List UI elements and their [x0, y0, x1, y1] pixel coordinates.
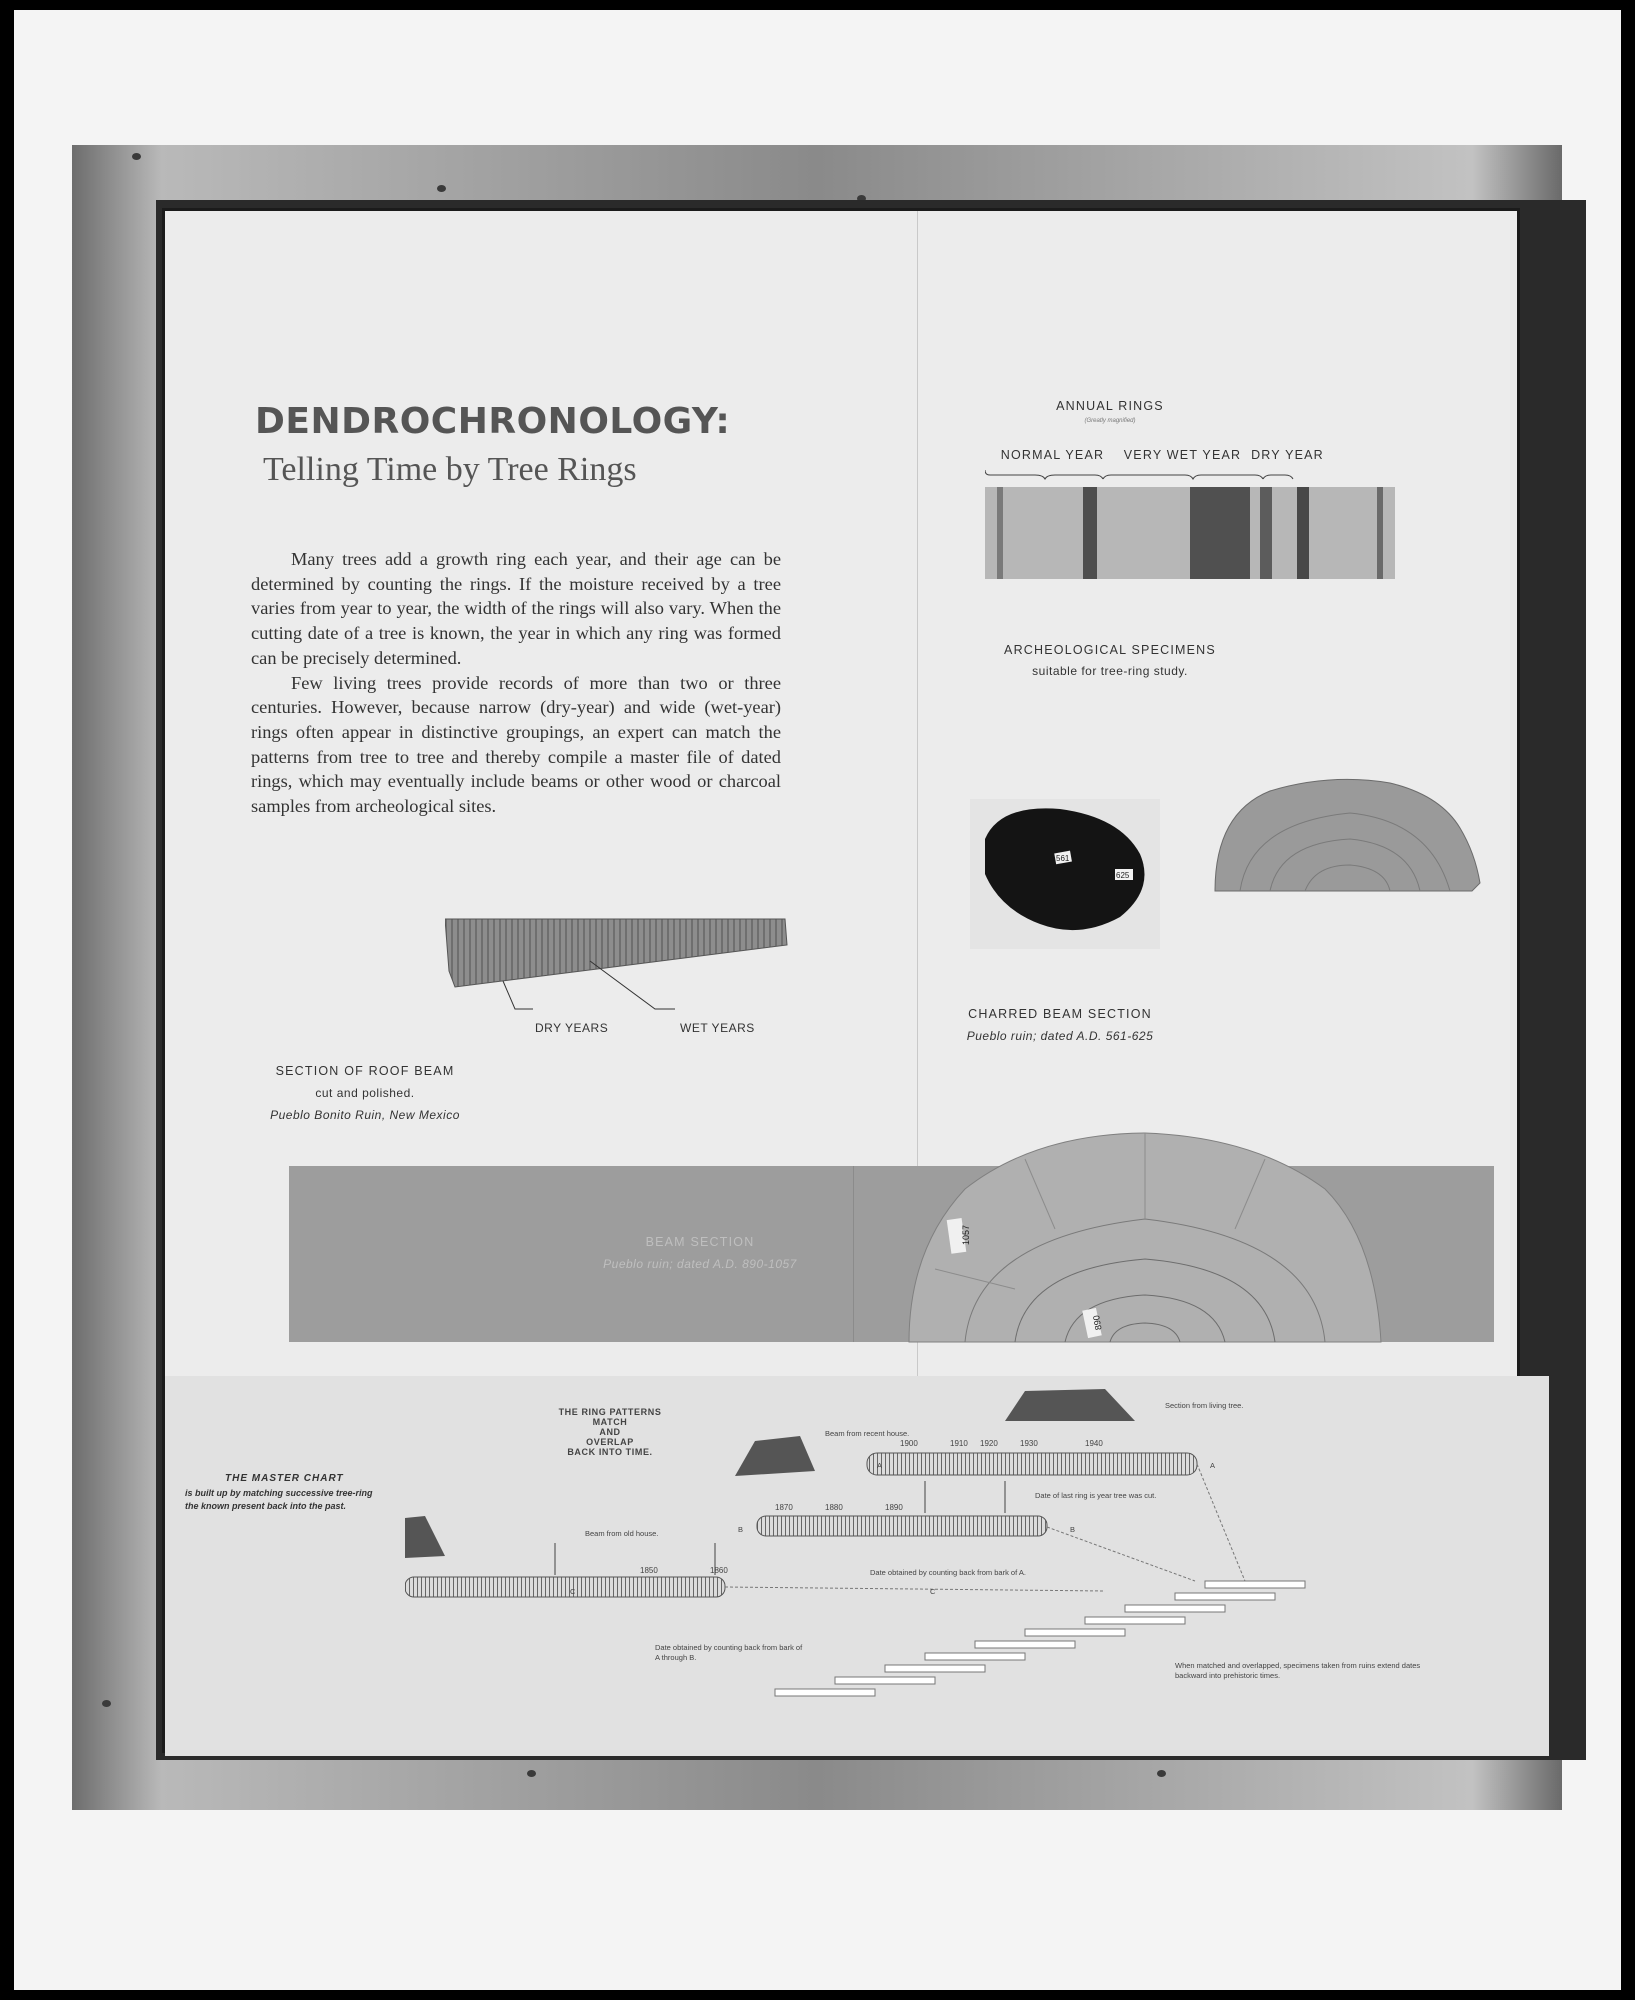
page-subtitle: Telling Time by Tree Rings [263, 451, 637, 488]
annual-rings-title: ANNUAL RINGS [1056, 399, 1164, 413]
beam-letter-b: B [738, 1525, 744, 1534]
wet-years-label: WET YEARS [680, 1021, 755, 1035]
year-label: 1860 [710, 1566, 728, 1575]
year-label: 1890 [885, 1503, 903, 1512]
beam-letter-c: C [930, 1587, 936, 1596]
counting-note: Date obtained by counting back from bark of A. [870, 1568, 1026, 1577]
ring-patterns-line: OVERLAP [586, 1437, 634, 1447]
band-divider [853, 1166, 854, 1342]
charred-subtitle: Pueblo ruin; dated A.D. 561-625 [966, 1029, 1154, 1043]
master-chart-desc-2: the known present back into the past. [185, 1501, 347, 1511]
living-tree-note: Section from living tree. [1165, 1401, 1244, 1410]
ring-patterns-line: AND [599, 1427, 621, 1437]
beam-section-title: BEAM SECTION [645, 1235, 755, 1249]
master-chart-title: THE MASTER CHART [225, 1473, 344, 1484]
beam-letter-a: A [877, 1461, 883, 1470]
master-chart-diagram [405, 1381, 1515, 1751]
year-label: 1940 [1085, 1439, 1103, 1448]
year-label: 1850 [640, 1566, 658, 1575]
normal-year-label: NORMAL YEAR [1000, 448, 1105, 462]
old-house-beam-icon [405, 1516, 445, 1561]
dry-year-label: DRY YEAR [1251, 448, 1324, 462]
specimens-subtitle: suitable for tree-ring study. [1032, 664, 1188, 678]
living-tree-stump-icon [1005, 1389, 1135, 1421]
intro-text [251, 547, 781, 819]
counting-note-2: Date obtained by counting back from bark of [655, 1643, 803, 1652]
charred-tag-b: 625 [1116, 871, 1130, 880]
charred-tag-a: 561 [1056, 854, 1070, 863]
beam-letter-b: B [1070, 1525, 1076, 1534]
page-title: DENDROCHRONOLOGY: [255, 401, 731, 442]
counting-note-3: A through B. [655, 1653, 697, 1662]
screw-icon [102, 1700, 111, 1707]
overlap-note: When matched and overlapped, specimens taken from ruins extend dates backward into prehistoric times. [1175, 1661, 1421, 1680]
beam-section-image [905, 1129, 1385, 1344]
old-house-note: Beam from old house. [585, 1529, 659, 1538]
roof-beam-image [445, 911, 845, 1031]
screw-icon [527, 1770, 536, 1777]
dry-years-label: DRY YEARS [535, 1021, 609, 1035]
wet-year-label: VERY WET YEAR [1123, 448, 1242, 462]
charred-title: CHARRED BEAM SECTION [968, 1007, 1152, 1021]
beam-letter-a: A [1210, 1461, 1216, 1470]
year-label: 1930 [1020, 1439, 1038, 1448]
year-label: 1920 [980, 1439, 998, 1448]
ring-patterns-line: BACK INTO TIME. [567, 1447, 653, 1457]
annual-rings-image [985, 465, 1405, 585]
recent-house-beam-icon [735, 1436, 815, 1476]
year-label: 1870 [775, 1503, 793, 1512]
ring-patterns-line: MATCH [592, 1417, 628, 1427]
roof-beam-line2: cut and polished. [315, 1086, 415, 1100]
roof-beam-line3: Pueblo Bonito Ruin, New Mexico [270, 1108, 460, 1122]
beam-section-subtitle: Pueblo ruin; dated A.D. 890-1057 [603, 1257, 797, 1271]
beam-tag-b: 890 [1091, 1314, 1104, 1331]
beam-letter-c: C [570, 1587, 576, 1596]
master-chart-desc-1: is built up by matching successive tree-ring [185, 1488, 373, 1498]
intro-paragraph-2: Few living trees provide records of more than two or three centuries. However, because narrow (dry-year) and wide (wet-year) rings often appear in distinctive groupings, an expert can match the patterns from tree to tree and thereby compile a master file of dated rings, which may eventually include beams or other wood or charcoal samples from archeological sites. [251, 672, 781, 817]
recent-house-note: Beam from recent house. [825, 1429, 910, 1438]
screw-icon [1157, 1770, 1166, 1777]
exhibit-panel [162, 208, 1520, 1753]
roof-beam-title: SECTION OF ROOF BEAM [275, 1064, 455, 1078]
last-ring-note: Date of last ring is year tree was cut. [1035, 1491, 1157, 1500]
year-label: 1880 [825, 1503, 843, 1512]
specimens-title: ARCHEOLOGICAL SPECIMENS [1004, 643, 1216, 657]
screw-icon [132, 153, 141, 160]
year-label: 1910 [950, 1439, 968, 1448]
screw-icon [437, 185, 446, 192]
year-label: 1900 [900, 1439, 918, 1448]
annual-rings-note: (Greatly magnified) [1084, 418, 1136, 424]
half-round-specimen-image [1210, 773, 1490, 903]
ring-patterns-line: THE RING PATTERNS [558, 1407, 662, 1417]
beam-tag-a: 1057 [961, 1224, 971, 1245]
charred-beam-image [970, 799, 1160, 949]
intro-paragraph-1: Many trees add a growth ring each year, and their age can be determined by counting the rings. If the moisture received by a tree varies from year to year, the width of the rings will also vary. When the cutting date of a tree is known, the year in which any ring was formed can be precisely determined. [251, 549, 781, 668]
